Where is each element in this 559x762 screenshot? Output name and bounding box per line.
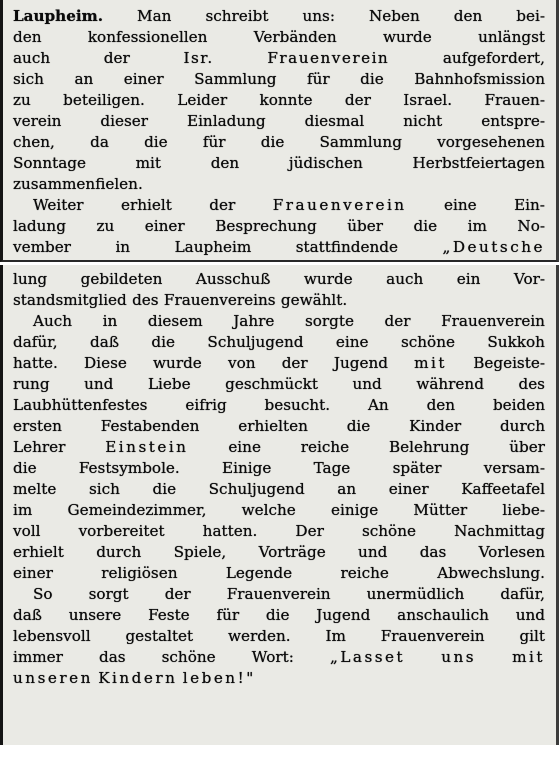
- word: gestaltet: [125, 627, 194, 645]
- word: Spiele,: [173, 543, 227, 561]
- word: einer: [144, 217, 185, 235]
- text-line: [13, 216, 545, 237]
- article-column-bottom: [13, 269, 545, 689]
- word: unseren: [13, 669, 93, 687]
- word: Einladung: [186, 112, 266, 130]
- word: konfessionellen: [87, 28, 208, 46]
- word: die: [265, 606, 290, 624]
- word: anschaulich: [397, 606, 489, 624]
- text-line: [13, 626, 545, 647]
- word: [262, 258, 334, 262]
- word: in: [102, 312, 118, 330]
- word: „Lasset: [329, 648, 406, 666]
- word: während: [416, 375, 484, 393]
- word: konnte: [259, 91, 313, 109]
- word: später: [392, 459, 442, 477]
- word: für: [307, 70, 330, 88]
- word: Ein-: [514, 196, 545, 214]
- text-line: [13, 195, 545, 216]
- word: reiche: [300, 438, 350, 456]
- word: in: [115, 238, 131, 256]
- word: und: [352, 375, 382, 393]
- word: unsere: [68, 606, 122, 624]
- text-line: [13, 311, 545, 332]
- word: den: [13, 28, 42, 46]
- word: Israel.: [403, 91, 453, 109]
- word: reiche: [340, 564, 389, 582]
- word: daß: [13, 606, 42, 624]
- word: Lehrer: [13, 438, 66, 456]
- word: gewählt.: [280, 291, 348, 309]
- word: bei-: [516, 7, 545, 25]
- newspaper-clipping-top: [0, 0, 559, 262]
- word: eifrig: [185, 396, 227, 414]
- word: eine: [228, 438, 261, 456]
- page-margin: [0, 745, 559, 762]
- word: versam-: [483, 459, 545, 477]
- text-line: [13, 258, 545, 262]
- word: Sukkoh: [487, 333, 545, 351]
- word: die: [346, 417, 371, 435]
- word: einer: [388, 480, 429, 498]
- word: und: [515, 606, 545, 624]
- word: sich: [13, 70, 44, 88]
- word: einer: [123, 70, 164, 88]
- word: der: [209, 196, 236, 214]
- word: chen,: [13, 133, 55, 151]
- word: immer: [13, 648, 63, 666]
- word: Begeiste-: [473, 354, 545, 372]
- word: wurde: [303, 270, 353, 288]
- text-line: [13, 27, 545, 48]
- word: wurde: [153, 354, 202, 372]
- word: entspre-: [481, 112, 545, 130]
- word: nicht: [403, 112, 443, 130]
- word: und: [84, 375, 114, 393]
- word: beiden: [492, 396, 545, 414]
- word: im: [467, 217, 487, 235]
- word: Mütter: [413, 501, 468, 519]
- word: wurde: [383, 28, 432, 46]
- word: Verbänden: [253, 28, 337, 46]
- word: von: [228, 354, 256, 372]
- word: ladung: [13, 217, 66, 235]
- text-line: [13, 237, 545, 258]
- word: Frauenverein: [380, 627, 485, 645]
- word: uns:: [302, 7, 335, 25]
- word: [107, 258, 123, 262]
- word: Frauenverein: [267, 49, 390, 67]
- word: sorgte: [304, 312, 354, 330]
- word: ein: [456, 270, 481, 288]
- word: erhielt: [121, 196, 172, 214]
- word: aufgefordert,: [442, 49, 545, 67]
- text-line: [13, 153, 545, 174]
- word: Schuljugend: [207, 333, 304, 351]
- word: einer: [13, 564, 53, 582]
- word: Der: [295, 522, 324, 540]
- word: Vorträge: [258, 543, 326, 561]
- word: Kinder: [409, 417, 462, 435]
- word: Schuljugend: [208, 480, 305, 498]
- word: religiösen: [101, 564, 178, 582]
- word: Im: [325, 627, 346, 645]
- word: stattfindende: [295, 238, 398, 256]
- word: Frauen-: [484, 91, 545, 109]
- word: eine: [444, 196, 477, 214]
- word: des: [132, 291, 159, 309]
- text-line: [13, 269, 545, 290]
- word: beteiligen.: [63, 91, 145, 109]
- word: das: [98, 648, 126, 666]
- word: [365, 258, 384, 262]
- text-line: [13, 647, 545, 668]
- word: dieser: [100, 112, 149, 130]
- word: das: [419, 543, 447, 561]
- word: besucht.: [264, 396, 331, 414]
- word: uns: [441, 648, 477, 666]
- text-line: [13, 374, 545, 395]
- word: ersten: [13, 417, 62, 435]
- word: Frauenverein: [272, 196, 407, 214]
- word: vorbereitet: [78, 522, 165, 540]
- word: Sammlung: [319, 133, 402, 151]
- word: „Deutsche: [442, 238, 545, 256]
- word: erhielten: [238, 417, 308, 435]
- word: unermüdlich: [366, 585, 465, 603]
- text-line: [13, 542, 545, 563]
- word: Frauenverein: [226, 585, 331, 603]
- word: Kaffeetafel: [461, 480, 545, 498]
- text-line: [13, 353, 545, 374]
- text-line: [13, 563, 545, 584]
- word: An: [367, 396, 389, 414]
- word: für: [202, 133, 226, 151]
- text-line: [13, 416, 545, 437]
- word: der: [281, 354, 308, 372]
- word: gebildeten: [80, 270, 163, 288]
- word: für: [216, 606, 240, 624]
- word: sich: [88, 480, 120, 498]
- word: lung: [13, 270, 48, 288]
- word: auch: [386, 270, 424, 288]
- text-line: [13, 479, 545, 500]
- text-line: [13, 290, 545, 311]
- word: geschmückt: [225, 375, 318, 393]
- word: Nachmittag: [454, 522, 545, 540]
- word: Sammlung: [194, 70, 277, 88]
- word: unlängst: [478, 28, 545, 46]
- word: leben!": [182, 669, 256, 687]
- word: Neben: [368, 7, 420, 25]
- word: mit: [414, 354, 448, 372]
- word: Auch: [33, 312, 73, 330]
- word: über: [347, 217, 383, 235]
- word: verein: [13, 112, 62, 130]
- word: Einige: [222, 459, 272, 477]
- word: Isr.: [183, 49, 214, 67]
- word: [153, 258, 182, 262]
- word: sorgt: [88, 585, 129, 603]
- word: des: [518, 375, 545, 393]
- word: Ausschuß: [195, 270, 271, 288]
- word: den: [453, 7, 483, 25]
- word: durch: [499, 417, 545, 435]
- word: die: [152, 480, 177, 498]
- word: werden.: [228, 627, 291, 645]
- word: daß: [90, 333, 119, 351]
- newspaper-clipping-bottom: [0, 265, 559, 745]
- word: dafür,: [13, 333, 58, 351]
- word: schreibt: [205, 7, 269, 25]
- word: [13, 258, 76, 262]
- word: einige: [330, 501, 379, 519]
- word: [414, 258, 438, 262]
- word: jüdischen: [288, 154, 363, 172]
- text-line: [13, 69, 545, 90]
- word: zusammenfielen.: [13, 175, 143, 193]
- word: an: [74, 70, 94, 88]
- word: zu: [96, 217, 115, 235]
- word: Besprechung: [215, 217, 317, 235]
- word: Laupheim: [174, 238, 252, 256]
- word: Kindern: [98, 669, 178, 687]
- word: die: [144, 133, 168, 151]
- word: an: [337, 480, 357, 498]
- text-line: [13, 437, 545, 458]
- word: standsmitglied: [13, 291, 127, 309]
- text-line: [13, 500, 545, 521]
- word: die: [151, 333, 175, 351]
- word: Festsymbole.: [78, 459, 180, 477]
- word: voll: [13, 522, 41, 540]
- word: Jugend: [316, 606, 371, 624]
- word: lebensvoll: [13, 627, 91, 645]
- word: Gemeindezimmer,: [67, 501, 207, 519]
- word: und: [358, 543, 388, 561]
- word: Legende: [225, 564, 293, 582]
- word: Einstein: [105, 438, 189, 456]
- word: der: [164, 585, 191, 603]
- word: gilt: [519, 627, 545, 645]
- word: rung: [13, 375, 50, 393]
- word: Jugend: [333, 354, 388, 372]
- word: No-: [517, 217, 545, 235]
- word: mit: [512, 648, 545, 666]
- word: über: [509, 438, 545, 456]
- word: im: [13, 501, 33, 519]
- text-line: [13, 584, 545, 605]
- word: liebe-: [502, 501, 545, 519]
- word: der: [384, 312, 411, 330]
- word: Tage: [313, 459, 351, 477]
- word: die: [260, 133, 285, 151]
- word: Diese: [84, 354, 127, 372]
- word: den: [210, 154, 240, 172]
- word: vorgesehenen: [437, 133, 545, 151]
- word: Laupheim.: [13, 7, 104, 25]
- word: durch: [96, 543, 142, 561]
- word: Bahnhofsmission: [414, 70, 545, 88]
- word: [212, 258, 231, 262]
- text-line: [13, 332, 545, 353]
- word: schöne: [400, 333, 455, 351]
- word: die: [13, 459, 37, 477]
- word: Laubhüttenfestes: [13, 396, 148, 414]
- word: Jahre: [233, 312, 275, 330]
- word: welche: [241, 501, 296, 519]
- text-line: [13, 6, 545, 27]
- word: auch: [13, 49, 51, 67]
- text-line: [13, 174, 545, 195]
- text-line: [13, 521, 545, 542]
- word: hatten.: [202, 522, 258, 540]
- word: Herbstfeiertagen: [412, 154, 545, 172]
- word: zu: [13, 91, 31, 109]
- article-column-top: [13, 6, 545, 262]
- word: [468, 258, 545, 262]
- word: Leider: [177, 91, 228, 109]
- text-line: [13, 48, 545, 69]
- word: Wort:: [251, 648, 294, 666]
- word: diesem: [147, 312, 203, 330]
- text-line: [13, 605, 545, 626]
- word: Festabenden: [100, 417, 200, 435]
- word: mit: [135, 154, 162, 172]
- word: die: [360, 70, 384, 88]
- word: Weiter: [33, 196, 84, 214]
- word: schöne: [361, 522, 416, 540]
- word: Frauenverein: [441, 312, 545, 330]
- word: Belehrung: [389, 438, 470, 456]
- word: der: [344, 91, 371, 109]
- word: melte: [13, 480, 57, 498]
- word: erhielt: [13, 543, 64, 561]
- word: da: [90, 133, 109, 151]
- text-line: [13, 111, 545, 132]
- text-line: [13, 90, 545, 111]
- word: die: [413, 217, 438, 235]
- word: vember: [13, 238, 71, 256]
- word: der: [103, 49, 130, 67]
- word: schöne: [161, 648, 216, 666]
- word: Feste: [148, 606, 190, 624]
- word: dafür,: [500, 585, 545, 603]
- word: hatte.: [13, 354, 58, 372]
- word: Vor-: [513, 270, 545, 288]
- word: Sonntage: [13, 154, 86, 172]
- text-line: [13, 458, 545, 479]
- text-line: [13, 132, 545, 153]
- word: So: [33, 585, 53, 603]
- word: diesmal: [304, 112, 365, 130]
- word: den: [426, 396, 456, 414]
- word: Man: [137, 7, 172, 25]
- text-line: [13, 395, 545, 416]
- word: eine: [335, 333, 369, 351]
- word: Liebe: [147, 375, 191, 393]
- word: Frauenvereins: [163, 291, 276, 309]
- text-line: [13, 668, 545, 689]
- word: Vorlesen: [478, 543, 545, 561]
- word: Abwechslung.: [437, 564, 545, 582]
